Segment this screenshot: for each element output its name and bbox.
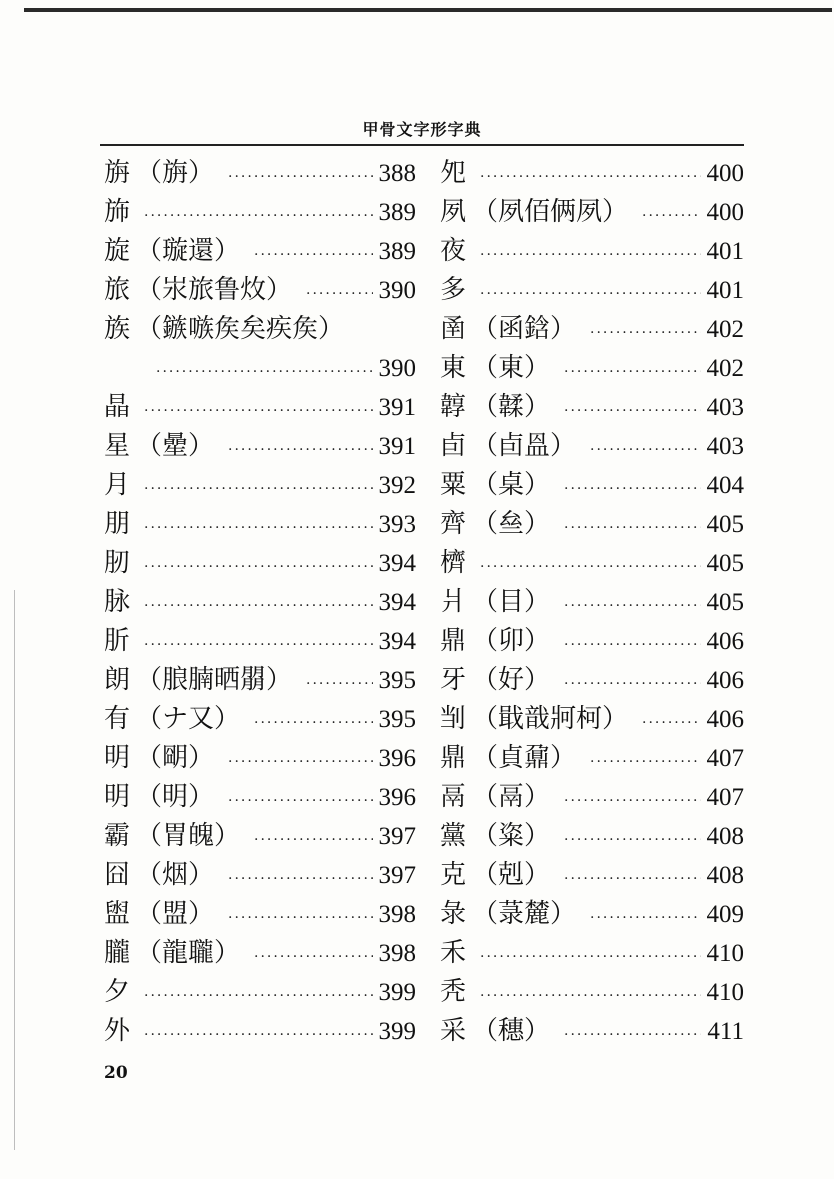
dot-leader	[564, 392, 700, 431]
entry-page-number: 406	[706, 667, 744, 694]
entry-variants: （戢戠牁柯）	[472, 704, 629, 734]
entry-headword: 秃	[440, 977, 467, 1007]
entry-headword: 卣	[440, 431, 467, 461]
running-head-title: 甲骨文字形字典	[362, 120, 482, 139]
entry-headword: 鼎	[440, 626, 467, 656]
entry-headword: 脉	[104, 587, 131, 617]
entry-page-number: 405	[706, 511, 744, 538]
entry-headword: 鼎	[440, 743, 467, 773]
index-entry	[440, 895, 744, 934]
index-entry	[104, 973, 416, 1012]
entry-page-number: 391	[378, 433, 416, 460]
index-entry	[440, 310, 744, 349]
entry-variants: （明）	[136, 782, 215, 812]
index-entry	[440, 505, 744, 544]
entry-page-number: 403	[706, 394, 744, 421]
index-entry	[104, 1012, 416, 1051]
index-entry	[104, 271, 416, 310]
entry-page-number: 399	[378, 979, 416, 1006]
entry-page-number: 394	[378, 550, 416, 577]
dot-leader	[564, 587, 700, 626]
index-entry	[104, 349, 416, 388]
dot-leader	[480, 938, 700, 977]
entry-headword: 肕	[104, 548, 131, 578]
dot-leader	[306, 665, 372, 704]
dot-leader	[480, 977, 700, 1016]
entry-page-number: 402	[706, 316, 744, 343]
dot-leader	[564, 509, 700, 548]
entry-variants: （鏃嗾矦矣疾矦）	[136, 314, 345, 344]
entry-variants: （鬲）	[472, 782, 551, 812]
entry-headword: 夙	[440, 197, 467, 227]
entry-page-number: 389	[378, 238, 416, 265]
entry-headword: 㓥	[440, 704, 467, 734]
entry-headword: 夗	[440, 158, 467, 188]
dot-leader	[156, 353, 373, 392]
dot-leader	[144, 587, 372, 626]
entry-headword: 旋	[104, 236, 131, 266]
entry-page-number: 409	[706, 901, 744, 928]
entry-headword: 禾	[440, 938, 467, 968]
entry-headword: 外	[104, 1016, 131, 1046]
entry-page-number: 403	[706, 433, 744, 460]
entry-headword: 黨	[440, 821, 467, 851]
index-entry	[104, 622, 416, 661]
entry-headword: 東	[440, 353, 467, 383]
dot-leader	[228, 158, 372, 197]
entry-headword: 圅	[440, 314, 467, 344]
dot-leader	[590, 743, 700, 782]
entry-page-number: 405	[706, 550, 744, 577]
entry-page-number: 389	[378, 199, 416, 226]
dot-leader	[254, 938, 372, 977]
index-column-left	[104, 154, 416, 1051]
entry-headword: 爿	[440, 587, 467, 617]
dot-leader	[564, 665, 700, 704]
index-entry	[104, 154, 416, 193]
scan-margin-line	[14, 590, 15, 1150]
entry-headword: 肵	[104, 626, 131, 656]
dot-leader	[228, 899, 372, 938]
index-entry	[440, 427, 744, 466]
index-entry	[440, 232, 744, 271]
dot-leader	[144, 626, 372, 665]
dot-leader	[228, 431, 372, 470]
entry-headword: 明	[104, 743, 131, 773]
entry-variants: （卣𥁕）	[472, 431, 577, 461]
entry-headword: 霸	[104, 821, 131, 851]
entry-page-number: 393	[378, 511, 416, 538]
dot-leader	[564, 470, 700, 509]
entry-variants: （菉麓）	[472, 899, 577, 929]
entry-page-number: 406	[706, 706, 744, 733]
index-entry	[440, 1012, 744, 1051]
index-entry	[104, 934, 416, 973]
dot-leader	[144, 509, 372, 548]
entry-variants: （亝）	[472, 509, 551, 539]
dot-leader	[564, 353, 700, 392]
entry-page-number: 401	[706, 238, 744, 265]
entry-headword: 齊	[440, 509, 467, 539]
dot-leader	[254, 236, 372, 275]
entry-variants: （汖旅鲁炇）	[136, 275, 293, 305]
entry-headword: 朗	[104, 665, 131, 695]
entry-headword: 多	[440, 275, 467, 305]
entry-page-number: 407	[706, 784, 744, 811]
index-entry	[440, 544, 744, 583]
entry-page-number: 396	[378, 784, 416, 811]
entry-headword: 盥	[104, 899, 131, 929]
dot-leader	[642, 197, 700, 236]
index-entry	[440, 271, 744, 310]
index-entry	[440, 388, 744, 427]
entry-variants: （卯）	[472, 626, 551, 656]
entry-variants: （ナ又）	[136, 704, 241, 734]
entry-headword: 韕	[440, 392, 467, 422]
dot-leader	[564, 782, 700, 821]
dot-leader	[144, 470, 372, 509]
index-entry	[440, 856, 744, 895]
entry-headword: 夕	[104, 977, 131, 1007]
index-column-right	[440, 154, 744, 1051]
entry-page-number: 397	[378, 823, 416, 850]
entry-variants: （旃）	[136, 158, 215, 188]
entry-variants: （璇還）	[136, 236, 241, 266]
entry-headword: 克	[440, 860, 467, 890]
dot-leader	[228, 860, 372, 899]
entry-page-number: 410	[706, 979, 744, 1006]
entry-variants: （貞鼐）	[472, 743, 577, 773]
index-entry	[440, 973, 744, 1012]
entry-page-number: 395	[378, 667, 416, 694]
dot-leader	[228, 782, 372, 821]
entry-headword: 櫅	[440, 548, 467, 578]
entry-headword: 斾	[104, 197, 131, 227]
index-entry	[440, 778, 744, 817]
entry-page-number: 394	[378, 628, 416, 655]
entry-variants: （目）	[472, 587, 551, 617]
dot-leader	[564, 860, 700, 899]
entry-page-number: 402	[706, 355, 744, 382]
dot-leader	[564, 1016, 701, 1055]
entry-variants: （夙佰俩夙）	[472, 197, 629, 227]
page-number: 20	[104, 1063, 128, 1083]
entry-page-number: 394	[378, 589, 416, 616]
entry-variants: （粢）	[472, 821, 551, 851]
dot-leader	[144, 392, 372, 431]
dot-leader	[590, 899, 700, 938]
dot-leader	[564, 626, 700, 665]
entry-headword: 粟	[440, 470, 467, 500]
index-entry	[104, 388, 416, 427]
dot-leader	[254, 704, 372, 743]
index-entry	[104, 583, 416, 622]
entry-variants: （朙）	[136, 743, 215, 773]
entry-variants: （烟）	[136, 860, 215, 890]
index-entry	[104, 661, 416, 700]
dot-leader	[254, 821, 372, 860]
dot-leader	[480, 275, 700, 314]
entry-headword: 旃	[104, 158, 131, 188]
entry-headword: 采	[440, 1016, 467, 1046]
entry-headword: 夜	[440, 236, 467, 266]
entry-page-number: 408	[706, 823, 744, 850]
index-entry	[440, 817, 744, 856]
entry-headword: 星	[104, 431, 131, 461]
entry-variants: （函鋡）	[472, 314, 577, 344]
entry-page-number: 396	[378, 745, 416, 772]
entry-headword: 彔	[440, 899, 467, 929]
entry-headword: 旅	[104, 275, 131, 305]
index-entry	[104, 466, 416, 505]
entry-headword: 月	[104, 470, 131, 500]
index-entry	[440, 661, 744, 700]
entry-headword: 牙	[440, 665, 467, 695]
entry-headword: 有	[104, 704, 131, 734]
dot-leader	[306, 275, 372, 314]
dot-leader	[480, 548, 700, 587]
entry-headword: 朧	[104, 938, 131, 968]
entry-headword: 朋	[104, 509, 131, 539]
entry-page-number: 407	[706, 745, 744, 772]
entry-page-number: 388	[378, 160, 416, 187]
index-entry	[104, 505, 416, 544]
index-entry	[440, 466, 744, 505]
entry-headword: 晶	[104, 392, 131, 422]
index-entry	[440, 700, 744, 739]
dot-leader	[144, 977, 372, 1016]
index-entry	[104, 232, 416, 271]
entry-page-number: 391	[378, 394, 416, 421]
dot-leader	[590, 431, 700, 470]
entry-variants: （胃魄）	[136, 821, 241, 851]
entry-page-number: 395	[378, 706, 416, 733]
entry-page-number: 400	[706, 160, 744, 187]
entry-page-number: 401	[706, 277, 744, 304]
index-entry	[104, 778, 416, 817]
index-entry	[440, 739, 744, 778]
entry-page-number: 390	[378, 277, 416, 304]
entry-headword: 囧	[104, 860, 131, 890]
index-entry	[440, 154, 744, 193]
dot-leader	[144, 197, 372, 236]
dot-leader	[642, 704, 700, 743]
dot-leader	[480, 158, 700, 197]
index-entry	[440, 583, 744, 622]
entry-variants: （盟）	[136, 899, 215, 929]
index-entry	[104, 310, 416, 349]
entry-variants: （朖腩晒朤）	[136, 665, 293, 695]
entry-page-number: 392	[378, 472, 416, 499]
entry-variants: （龍䏊）	[136, 938, 241, 968]
dot-leader	[228, 743, 372, 782]
entry-variants: （好）	[472, 665, 551, 695]
entry-page-number: 399	[378, 1018, 416, 1045]
entry-page-number: 398	[378, 901, 416, 928]
index-entry	[104, 700, 416, 739]
index-entry	[440, 349, 744, 388]
entry-page-number: 411	[707, 1018, 744, 1045]
dot-leader	[590, 314, 700, 353]
index-entry	[104, 739, 416, 778]
entry-variants: （韖）	[472, 392, 551, 422]
index-entry	[104, 544, 416, 583]
dot-leader	[144, 548, 372, 587]
entry-page-number: 406	[706, 628, 744, 655]
top-border-rule	[24, 8, 832, 12]
entry-page-number: 400	[706, 199, 744, 226]
entry-variants: （穗）	[472, 1016, 551, 1046]
entry-headword: 明	[104, 782, 131, 812]
entry-page-number: 408	[706, 862, 744, 889]
entry-variants: （桌）	[472, 470, 551, 500]
index-entry	[440, 934, 744, 973]
index-entry	[440, 622, 744, 661]
entry-page-number: 397	[378, 862, 416, 889]
entry-page-number: 404	[706, 472, 744, 499]
entry-page-number: 405	[706, 589, 744, 616]
entry-page-number: 410	[706, 940, 744, 967]
entry-variants: （剋）	[472, 860, 551, 890]
dot-leader	[144, 1016, 372, 1055]
index-entry	[104, 427, 416, 466]
entry-page-number: 398	[378, 940, 416, 967]
index-entry	[104, 817, 416, 856]
index-entry	[104, 856, 416, 895]
entry-headword: 族	[104, 314, 131, 344]
index-entry	[440, 193, 744, 232]
dot-leader	[480, 236, 700, 275]
dot-leader	[564, 821, 700, 860]
header-rule	[100, 144, 744, 146]
entry-page-number: 390	[378, 355, 416, 382]
index-entry	[104, 193, 416, 232]
index-entry	[104, 895, 416, 934]
entry-variants: （東）	[472, 353, 551, 383]
entry-headword: 鬲	[440, 782, 467, 812]
entry-variants: （曐）	[136, 431, 215, 461]
